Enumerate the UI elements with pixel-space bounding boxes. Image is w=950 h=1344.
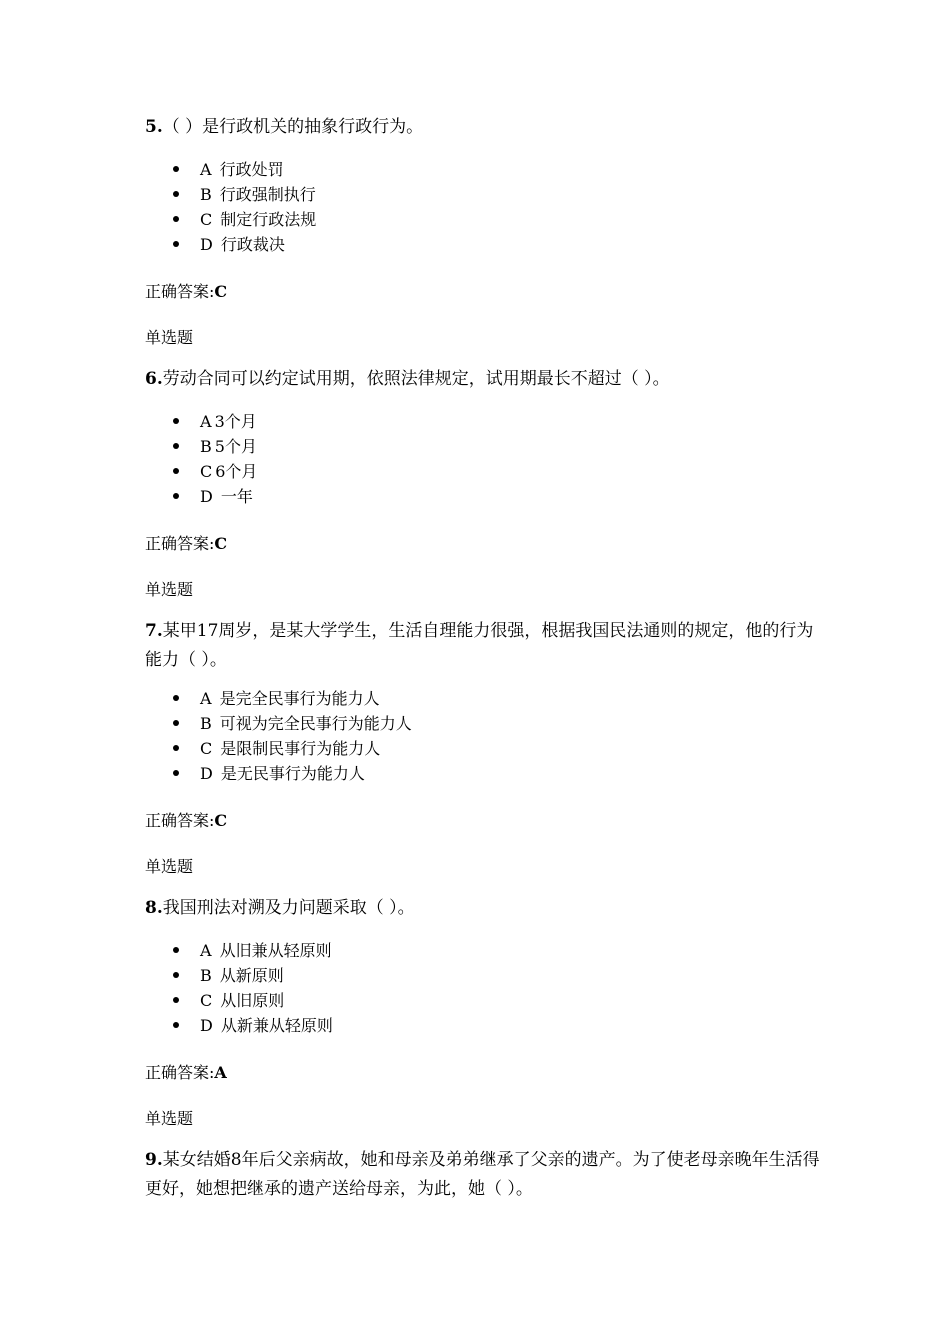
bullet-icon <box>173 1022 179 1028</box>
options-list-8 <box>0 938 333 1038</box>
bullet-icon <box>173 241 179 247</box>
option-d: D 是无民事行为能力人 <box>0 761 412 786</box>
options-list-7 <box>0 686 412 786</box>
question-number: 5. <box>145 117 163 137</box>
question-9 <box>145 1146 825 1204</box>
question-stem: 某女结婚8年后父亲病故，她和母亲及弟弟继承了父亲的遗产。为了使老母亲晚年生活得更好，她想把继承的遗产送给母亲，为此，她（ ）。 <box>145 1150 820 1199</box>
question-8 <box>145 894 825 923</box>
bullet-icon <box>173 997 179 1003</box>
correct-answer-6: 正确答案:C <box>145 534 228 553</box>
bullet-icon <box>173 468 179 474</box>
bullet-icon <box>173 720 179 726</box>
option-c: C 从旧原则 <box>0 988 333 1013</box>
question-number: 8. <box>145 898 163 918</box>
option-a: A 3个月 <box>0 409 257 434</box>
question-number: 6. <box>145 369 163 389</box>
option-d: D 行政裁决 <box>0 232 316 257</box>
correct-answer-5: 正确答案:C <box>145 282 228 301</box>
question-5 <box>145 113 825 142</box>
option-a: A 行政处罚 <box>0 157 316 182</box>
question-number: 7. <box>145 621 163 641</box>
bullet-icon <box>173 191 179 197</box>
option-a: A 是完全民事行为能力人 <box>0 686 412 711</box>
bullet-icon <box>173 216 179 222</box>
question-type-label: 单选题 <box>145 328 194 347</box>
bullet-icon <box>173 770 179 776</box>
question-type-label: 单选题 <box>145 857 194 876</box>
question-stem: （ ）是行政机关的抽象行政行为。 <box>162 117 424 137</box>
question-6 <box>145 365 825 394</box>
option-b: B 行政强制执行 <box>0 182 316 207</box>
question-stem: 劳动合同可以约定试用期，依照法律规定，试用期最长不超过（ ）。 <box>162 369 670 389</box>
option-b: B 可视为完全民事行为能力人 <box>0 711 412 736</box>
question-stem: 我国刑法对溯及力问题采取（ ）。 <box>162 898 415 918</box>
option-c: C 是限制民事行为能力人 <box>0 736 412 761</box>
option-a: A 从旧兼从轻原则 <box>0 938 333 963</box>
option-b: B 5个月 <box>0 434 257 459</box>
option-c: C 制定行政法规 <box>0 207 316 232</box>
option-d: D 从新兼从轻原则 <box>0 1013 333 1038</box>
bullet-icon <box>173 418 179 424</box>
option-b: B 从新原则 <box>0 963 333 988</box>
bullet-icon <box>173 166 179 172</box>
option-c: C 6个月 <box>0 459 257 484</box>
correct-answer-7: 正确答案:C <box>145 811 228 830</box>
bullet-icon <box>173 947 179 953</box>
options-list-6 <box>0 409 257 509</box>
option-d: D 一年 <box>0 484 257 509</box>
question-type-label: 单选题 <box>145 1109 194 1128</box>
correct-answer-8: 正确答案:A <box>145 1063 227 1082</box>
bullet-icon <box>173 972 179 978</box>
bullet-icon <box>173 745 179 751</box>
question-number: 9. <box>145 1150 163 1170</box>
options-list-5 <box>0 157 316 257</box>
question-stem: 某甲17周岁，是某大学学生，生活自理能力很强，根据我国民法通则的规定，他的行为能力（ ）。 <box>145 621 814 670</box>
bullet-icon <box>173 443 179 449</box>
question-type-label: 单选题 <box>145 580 194 599</box>
question-7 <box>145 617 825 675</box>
bullet-icon <box>173 695 179 701</box>
bullet-icon <box>173 493 179 499</box>
